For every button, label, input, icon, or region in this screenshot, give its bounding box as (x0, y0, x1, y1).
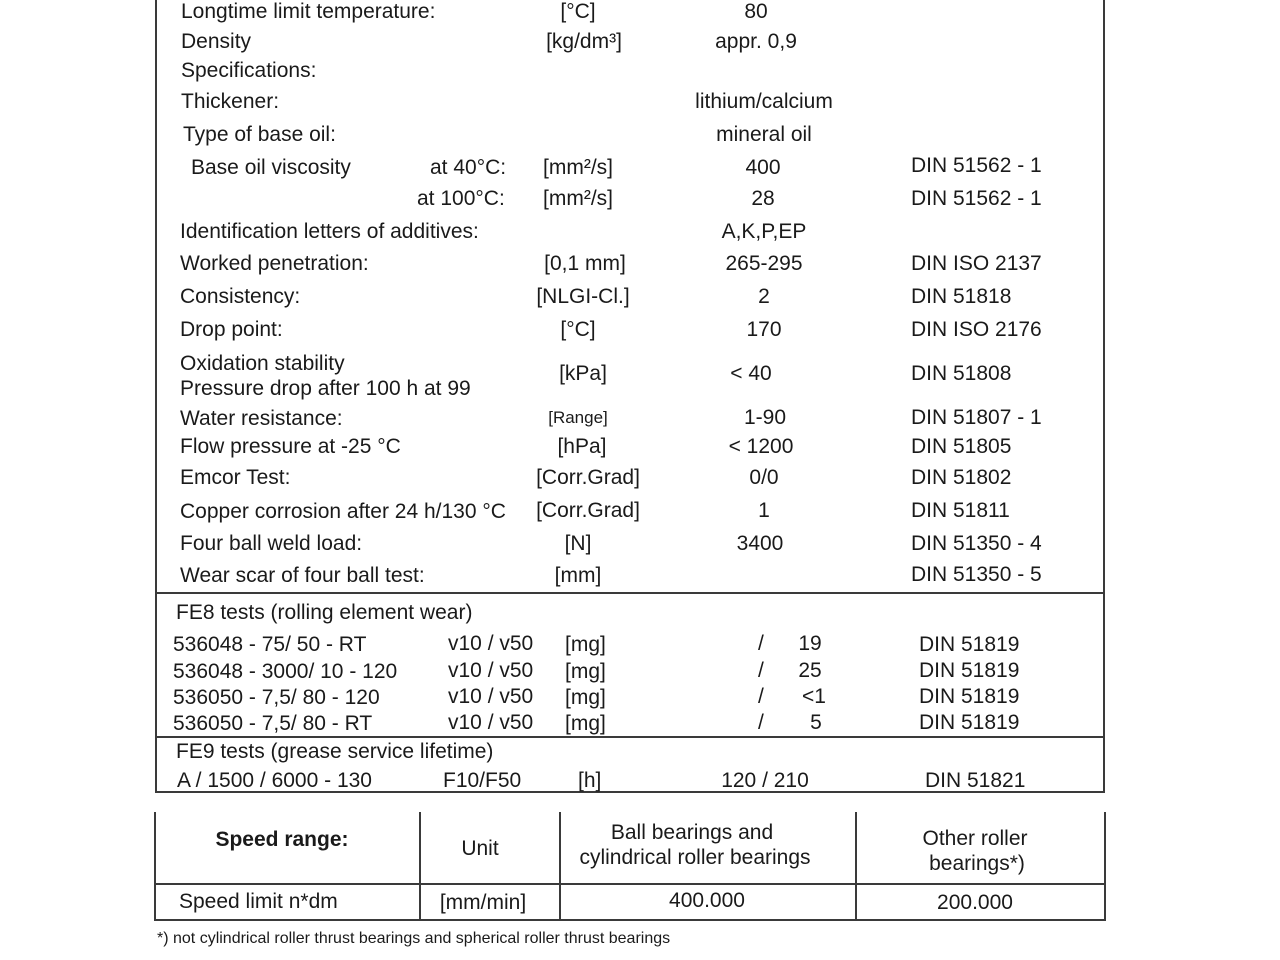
property-value: 265-295 (725, 252, 803, 275)
property-value: 0/0 (749, 466, 779, 489)
property-standard: DIN 51811 (911, 499, 1010, 522)
property-value: appr. 0,9 (715, 30, 797, 53)
speed-limit-other-value: 200.000 (937, 891, 1013, 914)
property-label-line2: Pressure drop after 100 h at 99 (180, 377, 471, 400)
property-label: Longtime limit temperature: (181, 0, 436, 23)
property-value: < 1200 (728, 435, 794, 458)
fe8-standard: DIN 51819 (919, 633, 1020, 656)
property-unit: [°C] (560, 318, 596, 341)
fe9-param: F10/F50 (443, 769, 522, 792)
fe8-slash: / (758, 685, 764, 708)
speed-table-col-divider (419, 812, 421, 920)
unit-header: Unit (461, 837, 499, 860)
property-unit: [kPa] (559, 362, 607, 385)
speed-range-header: Speed range: (215, 828, 349, 851)
property-label: Wear scar of four ball test: (180, 564, 425, 587)
property-label: Base oil viscosity (191, 156, 351, 179)
property-unit: [°C] (560, 0, 596, 23)
property-unit: [mm] (554, 564, 602, 587)
property-unit: [mm²/s] (543, 187, 613, 210)
property-unit: [mm²/s] (543, 156, 613, 179)
property-value: 28 (751, 187, 775, 210)
property-label: Emcor Test: (180, 466, 291, 489)
divider-fe9 (155, 736, 1105, 738)
fe8-unit: [mg] (565, 633, 606, 656)
property-label: Water resistance: (180, 407, 343, 430)
property-label: Specifications: (181, 59, 317, 82)
property-standard: DIN 51807 - 1 (911, 406, 1042, 429)
speed-limit-unit: [mm/min] (439, 891, 527, 914)
fe8-value: 5 (810, 711, 822, 734)
fe8-test-name: 536048 - 3000/ 10 - 120 (173, 660, 398, 683)
speed-table-bottom-border (154, 919, 1106, 921)
property-condition: at 100°C: (417, 187, 505, 210)
fe8-unit: [mg] (565, 660, 606, 683)
ball-bearings-header-line1: Ball bearings and (610, 821, 774, 844)
property-unit: [N] (564, 532, 592, 555)
other-bearings-header-line2: bearings*) (929, 852, 1025, 875)
fe8-slash: / (758, 711, 764, 734)
property-label: Type of base oil: (183, 123, 336, 146)
fe8-standard: DIN 51819 (919, 659, 1020, 682)
property-standard: DIN 51350 - 5 (911, 563, 1042, 586)
property-value: 1-90 (743, 406, 787, 429)
property-unit: [Corr.Grad] (536, 466, 640, 489)
property-unit: [NLGI-Cl.] (536, 285, 630, 308)
fe8-param: v10 / v50 (448, 685, 534, 708)
fe8-unit: [mg] (565, 686, 606, 709)
fe8-standard: DIN 51819 (919, 711, 1020, 734)
fe8-test-name: 536050 - 7,5/ 80 - RT (173, 712, 373, 735)
property-standard: DIN ISO 2137 (911, 252, 1042, 275)
speed-table-header-divider (154, 883, 1106, 885)
fe8-test-name: 536050 - 7,5/ 80 - 120 (173, 686, 380, 709)
fe8-param: v10 / v50 (448, 632, 534, 655)
speed-table-right-border (1104, 812, 1106, 920)
speed-limit-label: Speed limit n*dm (179, 890, 338, 913)
table-right-border (1103, 0, 1105, 792)
property-unit: [0,1 mm] (544, 252, 626, 275)
property-value: 80 (744, 0, 768, 23)
fe8-test-name: 536048 - 75/ 50 - RT (173, 633, 367, 656)
fe9-section-title: FE9 tests (grease service lifetime) (176, 740, 494, 763)
fe8-unit: [mg] (565, 712, 606, 735)
property-label: Identification letters of additives: (180, 220, 479, 243)
fe9-unit: [h] (578, 769, 602, 792)
table-left-border (155, 0, 157, 792)
fe8-value: 19 (798, 632, 822, 655)
property-value: 2 (758, 285, 770, 308)
property-value: < 40 (730, 362, 772, 385)
fe8-slash: / (758, 659, 764, 682)
fe8-slash: / (758, 632, 764, 655)
divider-fe8 (155, 592, 1105, 594)
property-label: Density (181, 30, 252, 53)
speed-table-left-border (154, 812, 156, 920)
property-value: 170 (746, 318, 782, 341)
fe9-test-name: A / 1500 / 6000 - 130 (177, 769, 372, 792)
speed-limit-ball-value: 400.000 (669, 889, 745, 912)
property-standard: DIN 51805 (911, 435, 1012, 458)
property-value: mineral oil (716, 123, 812, 146)
speed-table-col-divider (855, 812, 857, 920)
property-standard: DIN 51802 (911, 466, 1012, 489)
property-label: Worked penetration: (180, 252, 369, 275)
fe9-value: 120 / 210 (721, 769, 809, 792)
property-standard: DIN ISO 2176 (911, 318, 1042, 341)
property-standard: DIN 51562 - 1 (911, 187, 1042, 210)
property-value: 400 (745, 156, 781, 179)
property-unit: [Range] (548, 408, 608, 427)
property-label: Four ball weld load: (180, 532, 363, 555)
property-value: lithium/calcium (695, 90, 833, 113)
fe9-standard: DIN 51821 (925, 769, 1026, 792)
fe8-value: 25 (798, 659, 822, 682)
fe8-param: v10 / v50 (448, 711, 534, 734)
property-label: Oxidation stability (180, 352, 345, 375)
property-label: Drop point: (180, 318, 283, 341)
property-unit: [kg/dm³] (546, 30, 622, 53)
property-value: 3400 (736, 532, 784, 555)
property-standard: DIN 51350 - 4 (911, 532, 1042, 555)
property-value: A,K,P,EP (721, 220, 807, 243)
speed-table-col-divider (559, 812, 561, 920)
footnote: *) not cylindrical roller thrust bearings and spherical roller thrust bearings (157, 930, 671, 947)
property-condition: at 40°C: (430, 156, 507, 179)
property-label: Thickener: (181, 90, 280, 113)
fe8-standard: DIN 51819 (919, 685, 1020, 708)
fe8-param: v10 / v50 (448, 659, 534, 682)
property-standard: DIN 51808 (911, 362, 1012, 385)
property-value: 1 (758, 499, 770, 522)
property-label: Flow pressure at -25 °C (180, 435, 401, 458)
fe8-section-title: FE8 tests (rolling element wear) (176, 601, 473, 624)
property-label: Consistency: (180, 285, 301, 308)
fe8-value: <1 (802, 685, 826, 708)
other-bearings-header-line1: Other roller (922, 827, 1028, 850)
property-standard: DIN 51818 (911, 285, 1012, 308)
property-unit: [hPa] (557, 435, 607, 458)
ball-bearings-header-line2: cylindrical roller bearings (579, 846, 811, 869)
property-standard: DIN 51562 - 1 (911, 154, 1042, 177)
property-label: Copper corrosion after 24 h/130 °C (180, 500, 506, 523)
property-unit: [Corr.Grad] (536, 499, 640, 522)
